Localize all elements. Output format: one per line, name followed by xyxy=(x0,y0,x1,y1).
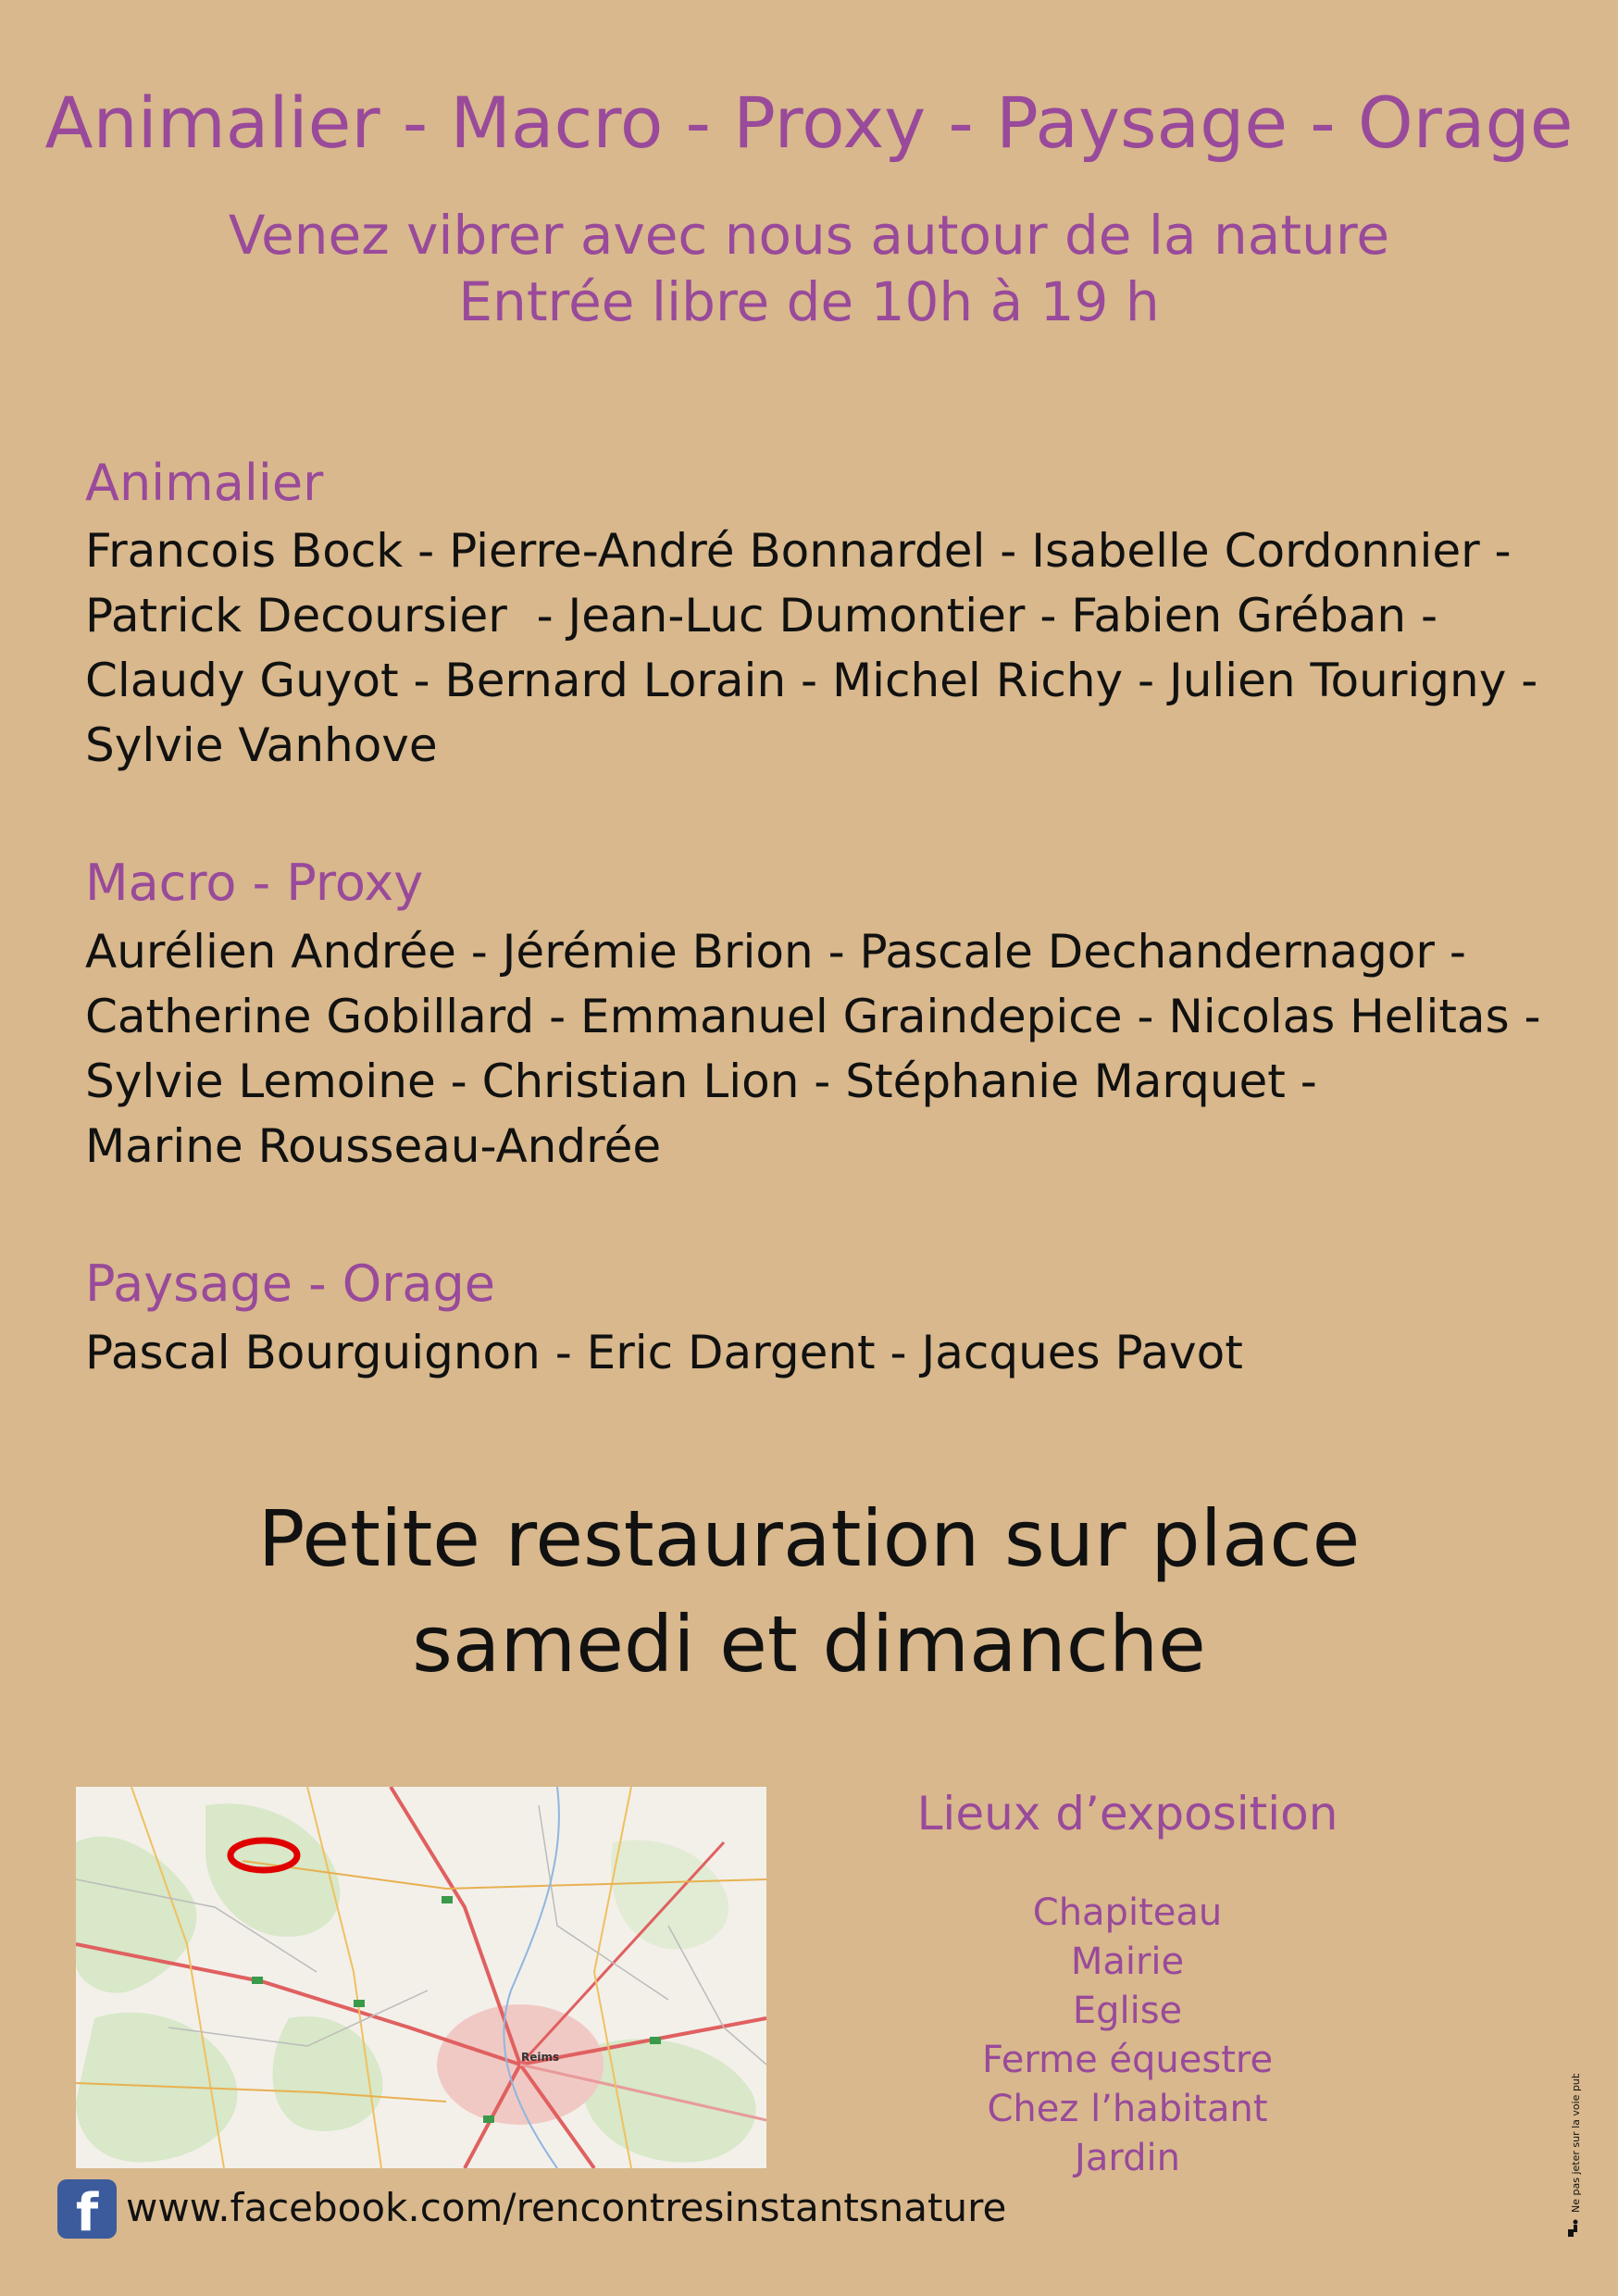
subtitle-line-1: Venez vibrer avec nous autour de la nature xyxy=(228,204,1390,267)
section-list-animalier xyxy=(85,518,1537,778)
restaurant-line-2: samedi et dimanche xyxy=(412,1599,1206,1690)
list-line: Pascal Bourguignon - Eric Dargent - Jacques Pavot xyxy=(85,1326,1243,1379)
venue-item: Ferme équestre xyxy=(981,2039,1274,2081)
venue-item: Eglise xyxy=(1072,1990,1183,2032)
side-note-text: Ne pas jeter sur la voie publique xyxy=(1570,2074,1582,2213)
venue-item: Jardin xyxy=(1075,2137,1180,2179)
venue-item: Chez l’habitant xyxy=(987,2088,1268,2130)
section-list-paysage-orage xyxy=(85,1320,1243,1385)
side-note-graphic xyxy=(1562,2074,1588,2240)
section-list-macro-proxy xyxy=(85,919,1541,1179)
list-line: Sylvie Vanhove xyxy=(85,718,438,772)
facebook-icon[interactable]: f xyxy=(57,2179,117,2239)
list-line: Sylvie Lemoine - Christian Lion - Stéphanie Marquet - xyxy=(85,1054,1317,1108)
list-line: Claudy Guyot - Bernard Lorain - Michel Richy - Julien Tourigny - xyxy=(85,654,1538,707)
section-heading-paysage-orage: Paysage - Orage xyxy=(85,1254,496,1313)
facebook-link[interactable]: www.facebook.com/rencontresinstantsnature xyxy=(126,2185,1007,2230)
venues-list xyxy=(896,1889,1359,2183)
subtitle-line-2: Entrée libre de 10h à 19 h xyxy=(458,270,1160,333)
poster-subtitle xyxy=(0,202,1618,335)
section-heading-animalier: Animalier xyxy=(85,454,324,512)
venue-item: Chapiteau xyxy=(1032,1891,1223,1934)
list-line: Aurélien Andrée - Jérémie Brion - Pascale Dechandernagor - xyxy=(85,925,1466,979)
map-city-label: Reims xyxy=(521,2051,560,2064)
location-map xyxy=(76,1787,766,2168)
venues-title: Lieux d’exposition xyxy=(916,1787,1338,1841)
recycle-note xyxy=(1562,2074,1588,2240)
poster-title: Animalier - Macro - Proxy - Paysage - Orage xyxy=(44,81,1574,164)
section-heading-macro-proxy: Macro - Proxy xyxy=(85,854,424,912)
restaurant-line-1: Petite restauration sur place xyxy=(257,1493,1361,1584)
list-line: Marine Rousseau-Andrée xyxy=(85,1119,662,1173)
map-graphic xyxy=(76,1787,766,2168)
list-line: Catherine Gobillard - Emmanuel Graindepice - Nicolas Helitas - xyxy=(85,990,1541,1043)
list-line: Patrick Decoursier - Jean-Luc Dumontier - Fabien Gréban - xyxy=(85,589,1438,643)
list-line: Francois Bock - Pierre-André Bonnardel - Isabelle Cordonnier - xyxy=(85,524,1512,578)
venue-item: Mairie xyxy=(1070,1940,1185,1983)
restaurant-notice xyxy=(0,1486,1618,1697)
trash-person-icon xyxy=(1568,2220,1578,2238)
